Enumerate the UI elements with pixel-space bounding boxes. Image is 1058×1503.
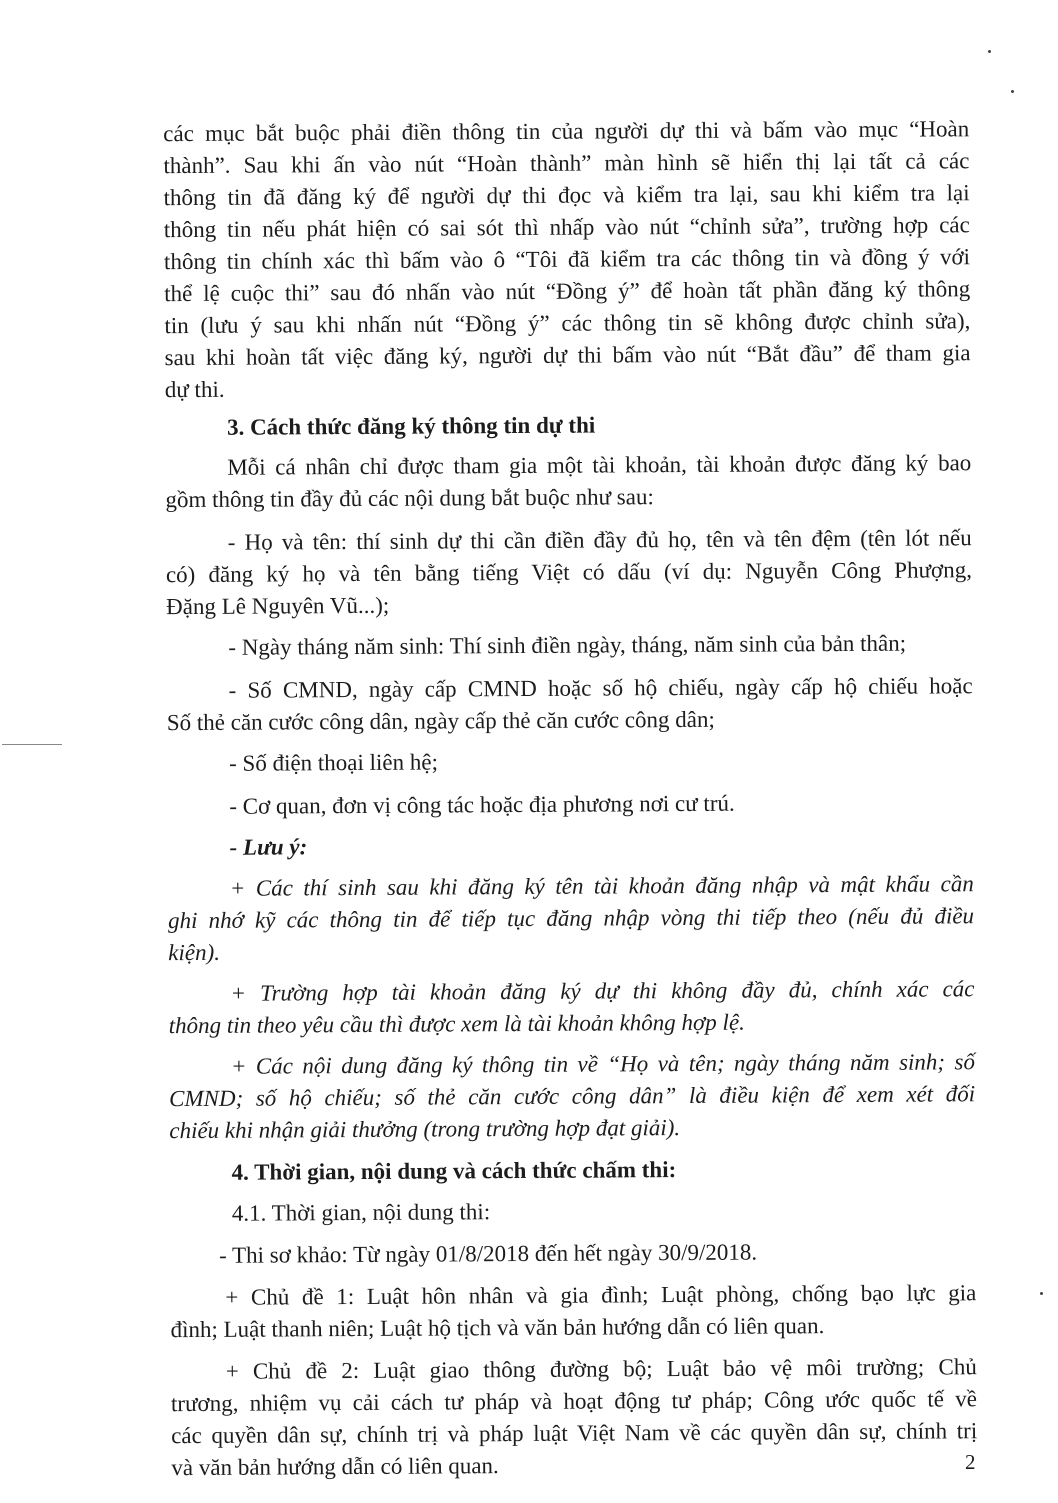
note-1-line-2: ghi nhớ kỹ các thông tin để tiếp tục đăng nhập vòng thi tiếp theo (nếu đủ điều — [167, 903, 975, 934]
intro-line-1: các mục bắt buộc phải điền thông tin của người dự thi và bấm vào mục “Hoàn — [163, 116, 970, 147]
item-name-line-1: - Họ và tên: thí sinh dự thi cần điền đầy đủ họ, tên và tên đệm (tên lót nếu — [227, 525, 972, 555]
preliminary-round: - Thi sơ khảo: Từ ngày 01/8/2018 đến hết ngày 30/9/2018. — [219, 1239, 758, 1268]
note-2-line-1: + Trường hợp tài khoản đăng ký dự thi không đầy đủ, chính xác các — [230, 976, 975, 1006]
note-1-line-3: kiện). — [168, 939, 221, 966]
topic-2-line-3: các quyền dân sự, chính trị và pháp luật Việt Nam về các quyền dân sự, chính trị — [171, 1418, 978, 1449]
note-3-line-2: CMND; số hộ chiếu; số thẻ căn cước công dân” là điều kiện để xem xét đối — [169, 1081, 976, 1112]
note-1-line-1: + Các thí sinh sau khi đăng ký tên tài khoản đăng nhập và mật khẩu cần — [229, 871, 974, 901]
section-4-heading: 4. Thời gian, nội dung và cách thức chấm thi: — [231, 1157, 677, 1185]
intro-line-3: thông tin đã đăng ký để người dự thi đọc và kiểm tra lại, sau khi kiểm tra lại — [163, 180, 970, 211]
note-3-line-3: chiếu khi nhận giải thưởng (trong trường hợp đạt giải). — [169, 1115, 681, 1144]
item-id-line-2: Số thẻ căn cước công dân, ngày cấp thẻ căn cước công dân; — [166, 706, 715, 736]
intro-line-7: tin (lưu ý sau khi nhấn nút “Đồng ý” các thông tin sẽ không được chỉnh sửa), — [164, 308, 971, 339]
note-3-line-1: + Các nội dung đăng ký thông tin về “Họ và tên; ngày tháng năm sinh; số — [230, 1049, 975, 1079]
topic-1-line-1: + Chủ đề 1: Luật hôn nhân và gia đình; Luật phòng, chống bạo lực gia — [225, 1280, 977, 1310]
section-4-1-heading: 4.1. Thời gian, nội dung thi: — [231, 1199, 491, 1226]
scan-mark — [2, 744, 62, 745]
intro-line-8: sau khi hoàn tất việc đăng ký, người dự thi bấm vào nút “Bắt đầu” để tham gia — [164, 340, 971, 371]
note-label: - Lưu ý: — [229, 834, 308, 860]
section-3-heading: 3. Cách thức đăng ký thông tin dự thi — [226, 412, 596, 440]
topic-2-line-2: trương, nhiệm vụ cải cách tư pháp và hoạt động tư pháp; Công ước quốc tế về — [170, 1386, 978, 1417]
scan-speck — [1040, 1292, 1043, 1295]
note-2-line-2: thông tin theo yêu cầu thì được xem là tài khoản không hợp lệ. — [168, 1009, 745, 1039]
topic-2-line-4: và văn bản hướng dẫn có liên quan. — [171, 1453, 499, 1481]
intro-line-4: thông tin nếu phát hiện có sai sót thì nhấp vào nút “chỉnh sửa”, trường hợp các — [163, 212, 970, 243]
item-id-line-1: - Số CMND, ngày cấp CMND hoặc số hộ chiếu, ngày cấp hộ chiếu hoặc — [228, 673, 973, 703]
scan-speck — [988, 50, 991, 53]
intro-line-9: dự thi. — [164, 376, 225, 403]
page-number: 2 — [965, 1450, 976, 1474]
intro-line-5: thông tin chính xác thì bấm vào ô “Tôi đã kiểm tra các thông tin và đồng ý với — [163, 244, 971, 275]
intro-line-6: thể lệ cuộc thi” sau đó nhấn vào nút “Đồng ý” để hoàn tất phần đăng ký thông — [164, 276, 971, 307]
topic-2-line-1: + Chủ đề 2: Luật giao thông đường bộ; Luật bảo vệ môi trường; Chủ — [225, 1354, 977, 1384]
item-phone: - Số điện thoại liên hệ; — [228, 749, 439, 776]
item-name-line-3: Đặng Lê Nguyên Vũ...); — [166, 592, 390, 620]
item-date-of-birth: - Ngày tháng năm sinh: Thí sinh điền ngày, tháng, năm sinh của bản thân; — [228, 630, 907, 660]
section-3-intro-line-1: Mỗi cá nhân chỉ được tham gia một tài khoản, tài khoản được đăng ký bao — [227, 450, 972, 480]
section-3-intro-line-2: gồm thông tin đầy đủ các nội dung bắt buộc như sau: — [165, 484, 654, 513]
intro-line-2: thành”. Sau khi ấn vào nút “Hoàn thành” màn hình sẽ hiển thị lại tất cả các — [163, 148, 970, 179]
scan-speck — [1011, 90, 1014, 93]
item-name-line-2: có) đăng ký họ và tên bằng tiếng Việt có dấu (ví dụ: Nguyễn Công Phượng, — [165, 557, 972, 588]
topic-1-line-2: đình; Luật thanh niên; Luật hộ tịch và văn bản hướng dẫn có liên quan. — [170, 1313, 825, 1343]
item-organization: - Cơ quan, đơn vị công tác hoặc địa phương nơi cư trú. — [229, 790, 735, 819]
